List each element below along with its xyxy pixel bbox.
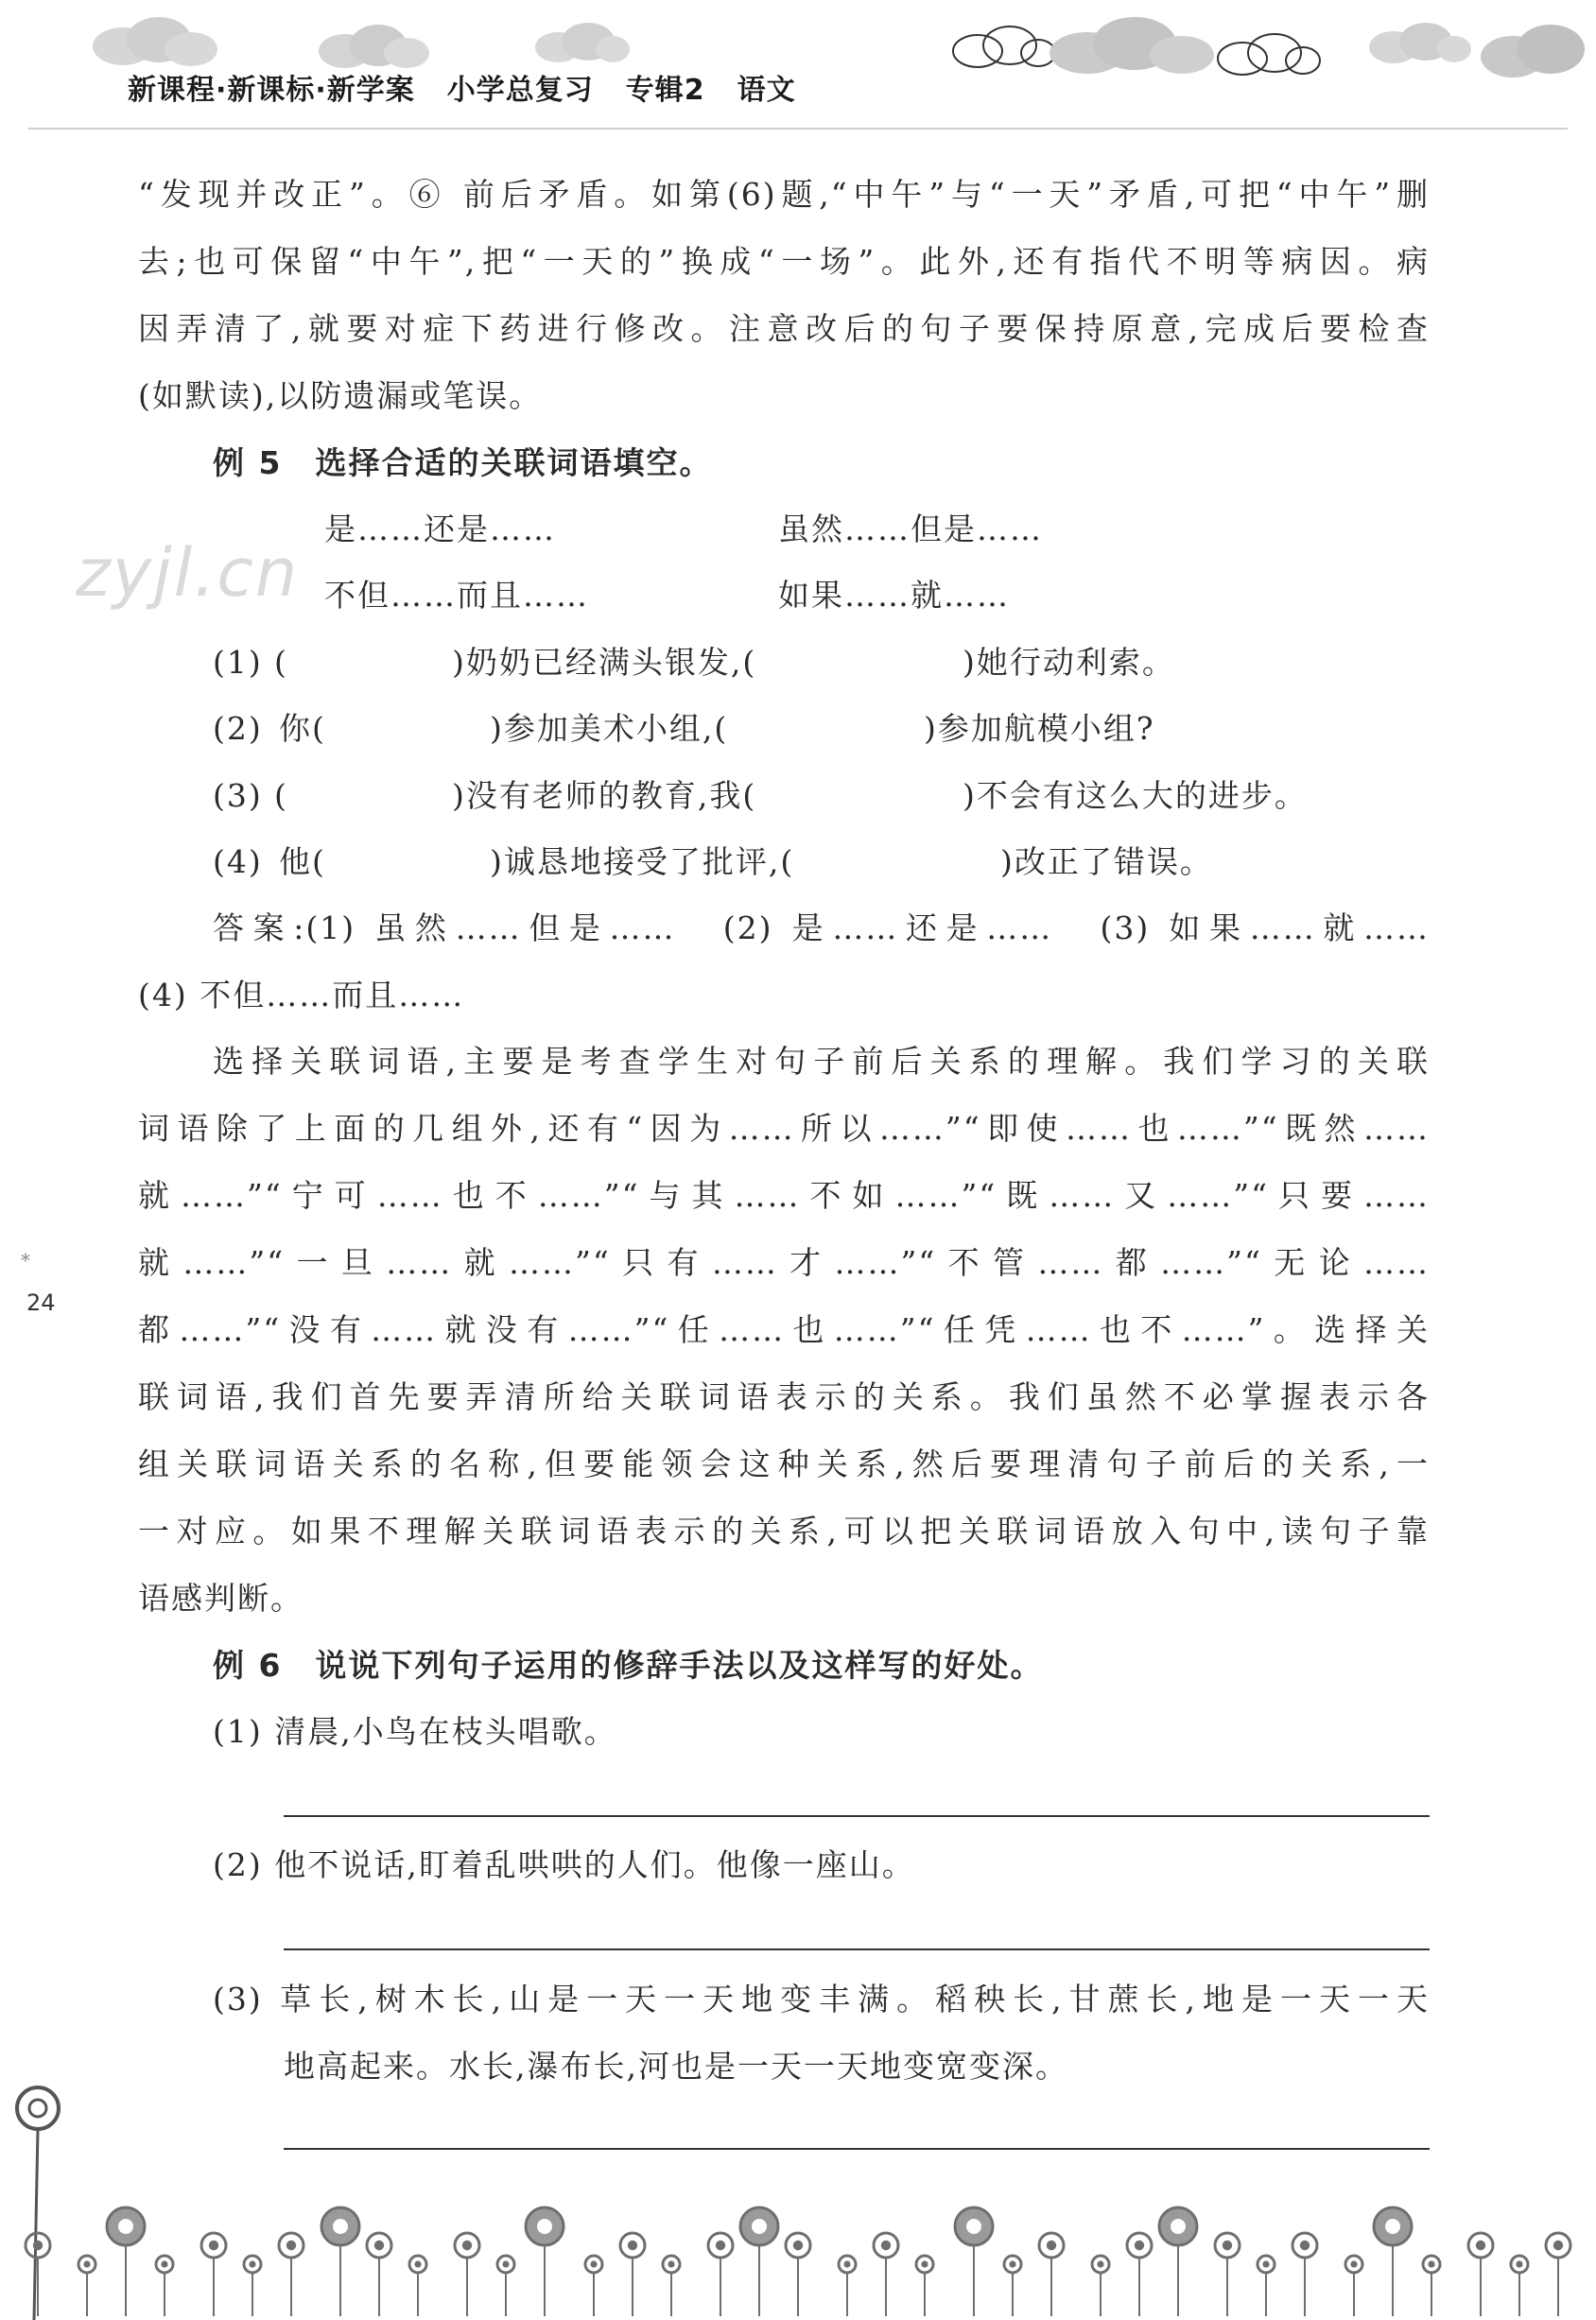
page-header (0, 0, 1596, 142)
example5-q2-blank-open: 你( (279, 710, 326, 747)
example5-q4-blank-open: 他( (279, 843, 326, 880)
flower-icon (1345, 2256, 1362, 2316)
example5-option: 不但……而且…… (324, 577, 589, 614)
flower-icon (526, 2207, 564, 2316)
analysis-line-6: 联词语,我们首先要弄清所给关联词语表示的关系。我们虽然不必掌握表示各 (138, 1378, 1430, 1415)
example5-option: 是……还是…… (324, 511, 556, 547)
example5-q1-blank-open: ( (274, 644, 288, 681)
header-divider (28, 128, 1568, 130)
example5-q4-end: )改正了错误。 (1000, 843, 1213, 880)
example5-q3-num: (3) (213, 777, 263, 814)
example6-q3-line-1: (3) 草长,树木长,山是一天一天地变丰满。稻秧长,甘蔗长,地是一天一天 (213, 1981, 1430, 2017)
header-book: 小学总复习 (446, 74, 594, 107)
example5-q4-num: (4) (213, 843, 263, 880)
page-number: 24 (26, 1290, 56, 1316)
example5-option: 虽然……但是…… (778, 511, 1043, 547)
flower-icon (620, 2233, 645, 2316)
flower-icon (1258, 2256, 1275, 2316)
analysis-line-2: 词语除了上面的几组外,还有“因为……所以……”“即使……也……”“既然…… (138, 1110, 1430, 1147)
flower-icon (1423, 2256, 1440, 2316)
example5-q4-mid: )诚恳地接受了批评,( (490, 843, 795, 880)
answer-line-q3[interactable] (284, 2148, 1430, 2150)
header-volume: 专辑2 (625, 74, 705, 107)
header-series: 新课程·新课标·新学案 (128, 74, 415, 107)
flower-icon (1215, 2233, 1240, 2316)
svg-text:*: * (21, 1249, 30, 1272)
flower-icon (107, 2207, 145, 2316)
flower-icon (585, 2256, 602, 2316)
example5-q2-end: )参加航模小组? (924, 710, 1155, 747)
example5-q1-end: )她行动利索。 (963, 644, 1175, 681)
example6-prompt: 说说下列句子运用的修辞手法以及这样写的好处。 (315, 1647, 1044, 1684)
flower-icon (1468, 2233, 1493, 2316)
flower-icon (367, 2233, 391, 2316)
cloud-icon (85, 13, 227, 70)
flower-icon (786, 2233, 810, 2316)
watermark: zyjl.cn (76, 534, 300, 612)
example5-answer-line-2: (4) 不但……而且…… (138, 977, 465, 1013)
flower-icon (874, 2233, 898, 2316)
flower-icon (708, 2233, 733, 2316)
flower-icon (26, 2233, 50, 2316)
flower-icon (409, 2256, 426, 2316)
header-subject: 语文 (737, 74, 796, 107)
flower-icon (663, 2256, 680, 2316)
example5-option: 如果……就…… (778, 577, 1010, 614)
cloud-icon (312, 21, 435, 73)
flower-icon (201, 2233, 226, 2316)
answer-line-q2[interactable] (284, 1948, 1430, 1950)
example5-q1-mid: )奶奶已经满头银发,( (452, 644, 757, 681)
flower-icon (1004, 2256, 1021, 2316)
analysis-line-3: 就……”“宁可……也不……”“与其……不如……”“既……又……”“只要…… (138, 1177, 1430, 1214)
flower-icon (839, 2256, 856, 2316)
example5-q3-blank-open: ( (274, 777, 288, 814)
example5-q2-num: (2) (213, 710, 263, 747)
example5-q2-mid: )参加美术小组,( (490, 710, 729, 747)
intro-line-2: 去;也可保留“中午”,把“一天的”换成“一场”。此外,还有指代不明等病因。病 (138, 243, 1430, 280)
example5-answer-line-1: 答案:(1) 虽然……但是…… (2) 是……还是…… (3) 如果……就…… (213, 909, 1430, 946)
analysis-line-4: 就……”“一旦……就……”“只有……才……”“不管……都……”“无论…… (138, 1244, 1430, 1281)
cloud-icon (1210, 28, 1324, 80)
flower-icon (1511, 2256, 1528, 2316)
cloud-icon (529, 17, 633, 69)
flower-icon (740, 2207, 778, 2316)
example5-heading (213, 429, 712, 496)
flower-icon (78, 2256, 95, 2316)
analysis-line-9: 语感判断。 (138, 1580, 304, 1617)
header-title (128, 66, 828, 108)
flower-icon (1092, 2256, 1109, 2316)
example6-q2: (2) 他不说话,盯着乱哄哄的人们。他像一座山。 (213, 1846, 915, 1883)
intro-line-4: (如默读),以防遗漏或笔误。 (138, 377, 543, 414)
answer-line-q1[interactable] (284, 1815, 1430, 1817)
example5-prompt: 选择合适的关联词语填空。 (315, 444, 713, 481)
analysis-line-8: 一对应。如果不理解关联词语表示的关系,可以把关联词语放入句中,读句子靠 (138, 1513, 1430, 1550)
flower-icon (1127, 2233, 1152, 2316)
flower-icon (1159, 2207, 1197, 2316)
intro-line-1: “发现并改正”。⑥ 前后矛盾。如第(6)题,“中午”与“一天”矛盾,可把“中午”删 (138, 176, 1430, 213)
footer-flower-border (0, 2174, 1596, 2320)
flower-icon (1546, 2233, 1570, 2316)
example6-q1: (1) 清晨,小鸟在枝头唱歌。 (213, 1713, 617, 1750)
intro-line-3: 因弄清了,就要对症下药进行修改。注意改后的句子要保持原意,完成后要检查 (138, 310, 1430, 347)
example5-q3-mid: )没有老师的教育,我( (452, 777, 757, 814)
example6-label: 例 6 (213, 1647, 283, 1684)
example5-q3-end: )不会有这么大的进步。 (963, 777, 1308, 814)
flower-icon (455, 2233, 479, 2316)
example6-q3-line-2: 地高起来。水长,瀑布长,河也是一天一天地变宽变深。 (284, 2048, 1068, 2085)
flower-icon (244, 2256, 261, 2316)
flower-icon (916, 2256, 933, 2316)
cloud-icon (1475, 19, 1588, 85)
example5-q1-num: (1) (213, 644, 263, 681)
flower-icon (279, 2233, 304, 2316)
flower-icon (1374, 2207, 1412, 2316)
flower-icon (1039, 2233, 1064, 2316)
margin-vine-decoration (13, 1229, 70, 2320)
example5-label: 例 5 (213, 444, 283, 481)
example6-heading (213, 1632, 1043, 1699)
cloud-icon (1362, 15, 1475, 72)
flower-icon (156, 2256, 173, 2316)
analysis-line-5: 都……”“没有……就没有……”“任……也……”“任凭……也不……”。选择关 (138, 1311, 1430, 1348)
cloud-icon (1040, 13, 1220, 79)
analysis-line-1: 选择关联词语,主要是考查学生对句子前后关系的理解。我们学习的关联 (213, 1043, 1430, 1080)
flower-icon (497, 2256, 514, 2316)
flower-icon (955, 2207, 993, 2316)
flower-icon (321, 2207, 359, 2316)
flower-icon (1292, 2233, 1317, 2316)
analysis-line-7: 组关联词语关系的名称,但要能领会这种关系,然后要理清句子前后的关系,一 (138, 1446, 1430, 1482)
